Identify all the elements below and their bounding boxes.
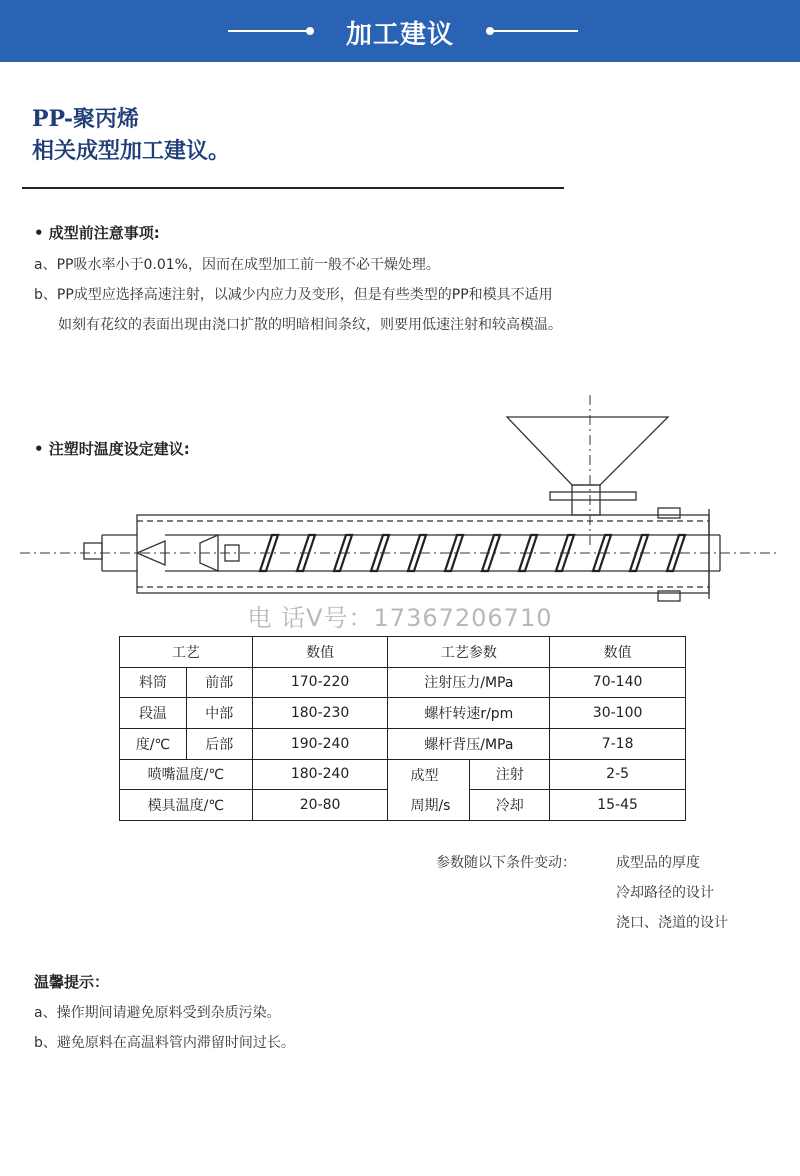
barrel-label: 段温 [120,698,187,729]
phone-watermark: 电 话V号：17367206710 [247,604,553,632]
mold-temp-label: 模具温度/℃ [120,790,253,821]
injection-pressure-value: 70-140 [550,667,686,698]
title-divider [22,187,564,189]
temperature-heading: • 注塑时温度设定建议: [34,440,190,458]
screw-speed-value: 30-100 [550,698,686,729]
zone-front: 前部 [186,667,252,698]
hopper-funnel [507,417,668,485]
barrel-body [137,515,709,593]
conditions-lead: 参数随以下条件变动： [436,855,576,871]
precaution-item-a: a、PP吸水率小于0.01%，因而在成型加工前一般不必干燥处理。 [34,257,440,273]
back-pressure-label: 螺杆背压/MPa [388,728,550,759]
tips-heading: 温馨提示： [34,973,110,991]
banner-title: 加工建议 [345,20,454,50]
condition-item: 浇口、浇道的设计 [616,915,728,931]
barrel-label: 度/℃ [120,728,187,759]
tip-item-a: a、操作期间请避免原料受到杂质污染。 [34,1005,281,1021]
table-row [120,759,686,790]
header-process: 工艺 [120,637,253,668]
barrel-rear-value: 190-240 [252,728,388,759]
heater-clip-top [658,508,680,518]
injection-time-label: 注射 [470,759,550,790]
cycle-label-line1: 成型 [410,767,439,784]
header-value: 数值 [252,637,388,668]
nozzle-temp-label: 喷嘴温度/℃ [120,759,253,790]
injection-screw-diagram [20,395,780,610]
nozzle-temp-value: 180-240 [252,759,388,790]
back-pressure-value: 7-18 [550,728,686,759]
injection-pressure-label: 注射压力/MPa [388,667,550,698]
mold-temp-value: 20-80 [252,790,388,821]
table-row [120,667,686,698]
barrel-label: 料筒 [120,667,187,698]
cooling-time-value: 15-45 [550,790,686,821]
header-banner [0,0,800,62]
cooling-time-label: 冷却 [470,790,550,821]
header-param-value: 数值 [550,637,686,668]
zone-rear: 后部 [186,728,252,759]
nozzle-tip [84,543,102,559]
screw-speed-label: 螺杆转速r/pm [388,698,550,729]
molding-cycle-label [388,759,470,820]
process-parameter-table [119,636,686,821]
zone-middle: 中部 [186,698,252,729]
tip-item-b: b、避免原料在高温料管内滞留时间过长。 [34,1035,295,1051]
table-row [120,728,686,759]
table-row [120,698,686,729]
precautions-heading: • 成型前注意事项: [34,224,160,242]
barrel-middle-value: 180-230 [252,698,388,729]
barrel-front-value: 170-220 [252,667,388,698]
injection-time-value: 2-5 [550,759,686,790]
table-header-row [120,637,686,668]
precaution-item-b-continued: 如刻有花纹的表面出现由浇口扩散的明暗相间条纹，则要用低速注射和较高模温。 [58,317,562,333]
doc-title-line2: 相关成型加工建议。 [32,138,231,164]
condition-item: 成型品的厚度 [616,855,700,871]
hopper-flange [550,492,636,500]
precaution-item-b: b、PP成型应选择高速注射，以减少内应力及变形，但是有些类型的PP和模具不适用 [34,287,553,303]
doc-title-line1: PP-聚丙烯 [32,106,140,132]
condition-item: 冷却路径的设计 [616,885,714,901]
header-parameter: 工艺参数 [388,637,550,668]
banner-right-line [492,30,578,32]
cycle-label-line2: 周期/s [410,797,451,814]
